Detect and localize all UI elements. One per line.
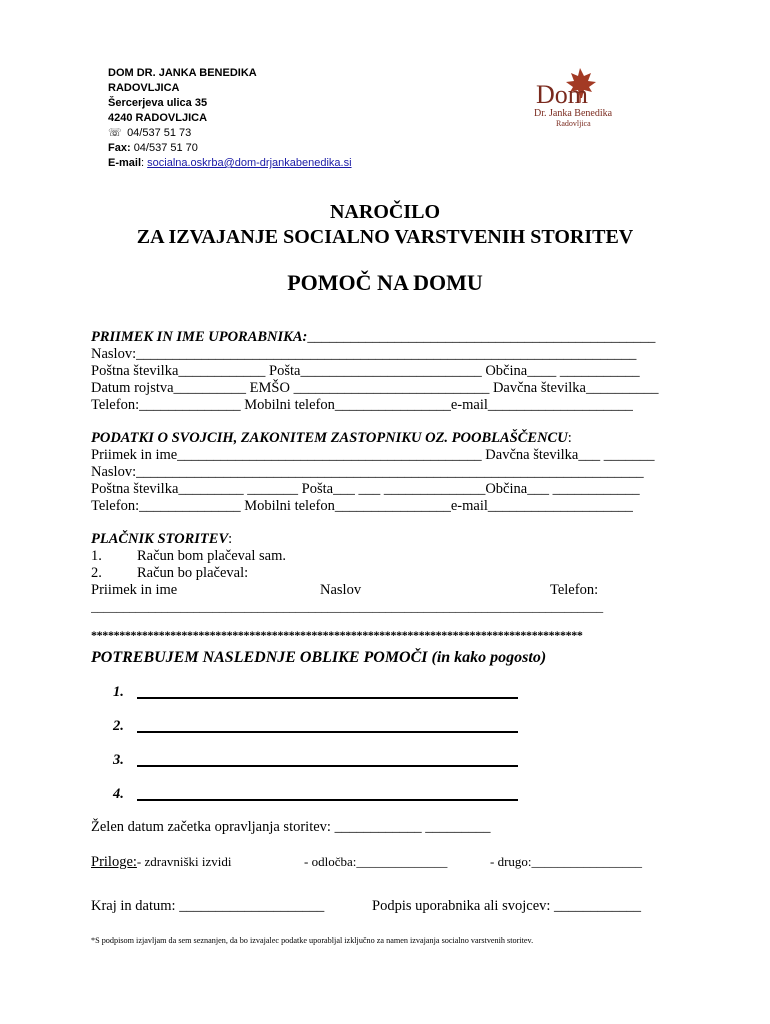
relative-address-field[interactable]: Naslov:______________________________________________________________________: [91, 464, 644, 480]
payer-details-field[interactable]: ________________________________________________________________________________: [91, 599, 604, 614]
email-separator: :: [141, 157, 145, 169]
email-link[interactable]: socialna.oskrba@dom-drjankabenedika.si: [147, 157, 352, 169]
phone-number: 04/537 51 73: [127, 127, 192, 139]
payer-heading: PLAČNIK STORITEV: [91, 531, 229, 547]
org-phone: [108, 126, 191, 141]
email-label: E-mail: [108, 157, 142, 169]
logo-mark: Dom: [536, 80, 588, 109]
logo-place: Radovljica: [556, 119, 591, 128]
user-birth-row[interactable]: Datum rojstva__________ EMŠO ___________________________ Davčna številka__________: [91, 380, 659, 396]
relative-name-row[interactable]: Priimek in ime__________________________________________ Davčna številka___ _______: [91, 447, 655, 463]
help-item-3-num: 3.: [113, 752, 124, 768]
attachments-label-text: Priloge:: [91, 854, 137, 870]
help-item-4-field[interactable]: [137, 799, 518, 801]
user-postal-row[interactable]: Poštna številka____________ Pošta_________________________ Občina____ ___________: [91, 363, 640, 379]
user-heading-row: [91, 329, 655, 346]
org-city: RADOVLJICA: [108, 82, 180, 94]
help-item-2-field[interactable]: [137, 731, 518, 733]
relative-heading-colon: :: [567, 430, 572, 446]
payer-col-address: Naslov: [320, 582, 362, 598]
fax-number: 04/537 51 70: [133, 142, 198, 154]
signature-field[interactable]: Podpis uporabnika ali svojcev: ____________: [372, 898, 642, 914]
payer-option-2[interactable]: [91, 565, 248, 582]
org-fax: [108, 141, 198, 156]
attachment-decision[interactable]: - odločba:______________: [304, 854, 448, 869]
place-date-field[interactable]: Kraj in datum: ____________________: [91, 898, 325, 914]
payer-option-1-num: 1.: [91, 548, 102, 564]
relative-heading-row: [91, 430, 572, 447]
payer-option-2-num: 2.: [91, 565, 102, 581]
help-item-3-field[interactable]: [137, 765, 518, 767]
org-post: 4240 RADOVLJICA: [108, 112, 208, 124]
relative-heading: PODATKI O SVOJCIH, ZAKONITEM ZASTOPNIKU OZ. POOBLAŠČENCU: [91, 430, 568, 446]
separator-stars: ***************************************************************************************: [91, 628, 583, 642]
org-street: Šercerjeva ulica 35: [108, 97, 208, 109]
user-phone-row[interactable]: Telefon:______________ Mobilni telefon________________e-mail____________________: [91, 397, 633, 413]
user-heading: PRIIMEK IN IME UPORABNIKA:: [91, 329, 308, 345]
logo-name: Dr. Janka Benedika: [534, 108, 613, 119]
payer-col-name: Priimek in ime: [91, 582, 178, 598]
payer-heading-row: [91, 531, 232, 548]
org-name: DOM DR. JANKA BENEDIKA: [108, 67, 257, 79]
title-line2: ZA IZVAJANJE SOCIALNO VARSTVENIH STORITEV: [136, 226, 634, 248]
fax-label: Fax:: [108, 142, 131, 154]
payer-option-1-text: Račun bom plačeval sam.: [137, 548, 286, 564]
help-item-4-num: 4.: [113, 786, 124, 802]
payer-col-phone: Telefon:: [550, 582, 599, 598]
attachment-medical[interactable]: - zdravniški izvidi: [136, 854, 232, 869]
payer-option-1[interactable]: [91, 548, 286, 565]
footnote: *S podpisom izjavljam da sem seznanjen, da bo izvajalec podatke uporabljal izključno za namen izvajanja socialno varstvenih storitev.: [91, 936, 534, 945]
title-line1: NAROČILO: [329, 201, 440, 223]
relative-postal-row[interactable]: Poštna številka_________ _______ Pošta___ ___ ______________Občina___ ____________: [91, 481, 640, 497]
title-line3: POMOČ NA DOMU: [287, 270, 483, 295]
user-name-field[interactable]: ________________________________________________: [307, 329, 656, 345]
payer-option-2-text: Račun bo plačeval:: [137, 565, 249, 581]
help-item-2-num: 2.: [113, 718, 124, 734]
phone-icon: ☏: [108, 127, 122, 139]
attachments-label: [91, 853, 232, 871]
org-email: [108, 156, 352, 171]
payer-heading-colon: :: [228, 531, 233, 547]
logo: [530, 64, 630, 130]
user-address-field[interactable]: Naslov:_____________________________________________________________________: [91, 346, 637, 362]
help-item-1-num: 1.: [113, 684, 124, 700]
relative-phone-row[interactable]: Telefon:______________ Mobilni telefon________________e-mail____________________: [91, 498, 633, 514]
start-date-field[interactable]: Želen datum začetka opravljanja storitev: ____________ _________: [91, 819, 491, 835]
attachment-other[interactable]: - drugo:_________________: [490, 854, 643, 869]
help-heading: POTREBUJEM NASLEDNJE OBLIKE POMOČI (in kako pogosto): [91, 649, 547, 666]
help-item-1-field[interactable]: [137, 697, 518, 699]
